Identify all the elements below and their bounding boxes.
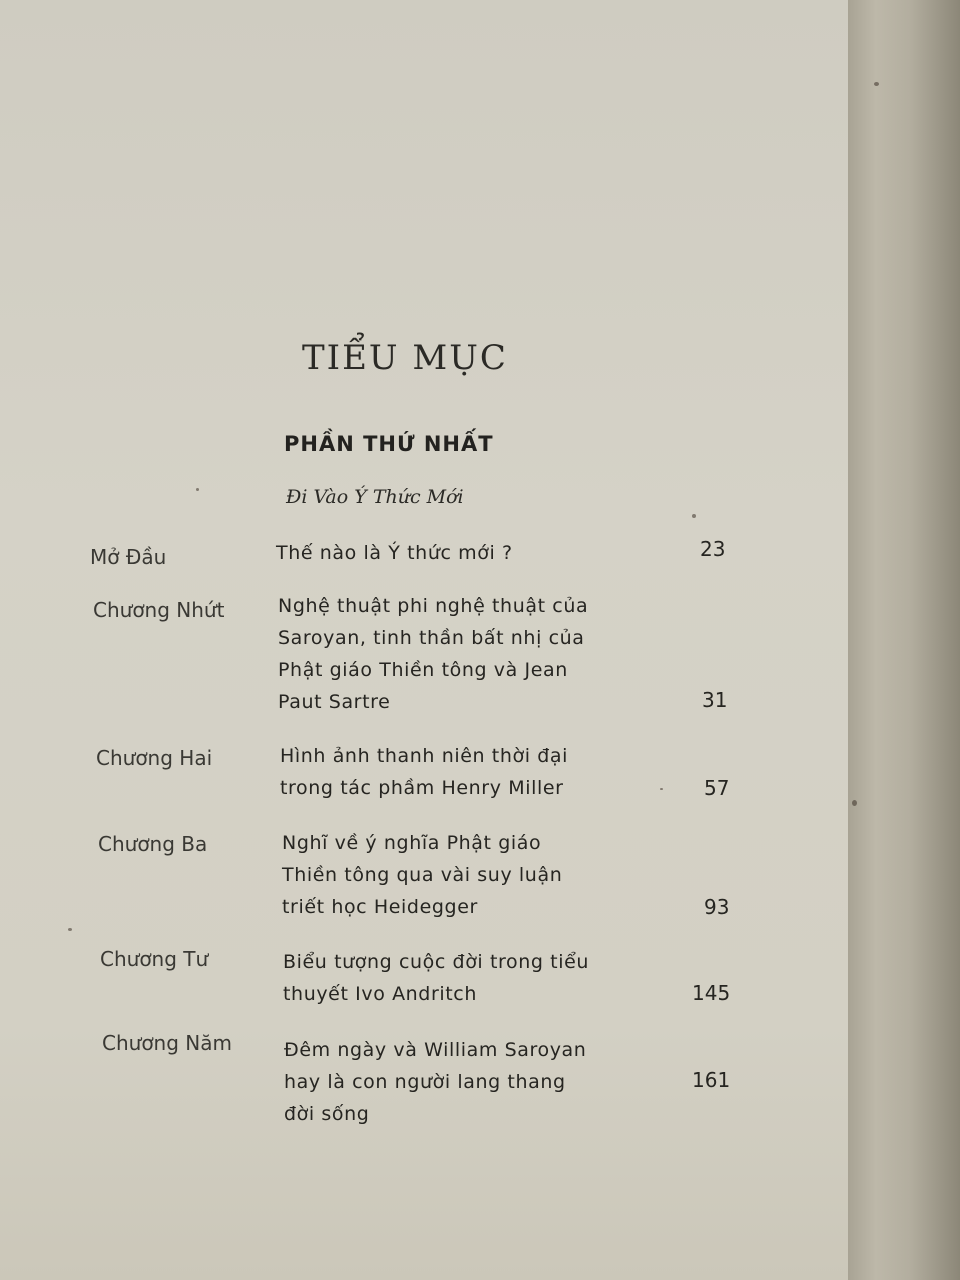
paper-speck — [660, 788, 663, 790]
paper-speck — [68, 928, 72, 931]
toc-entry-label: Chương Tư — [100, 947, 209, 971]
toc-entry-page: 23 — [700, 537, 726, 561]
part-subtitle: Đi Vào Ý Thức Mới — [286, 486, 464, 508]
toc-entry-title — [284, 1034, 664, 1130]
toc-entry-title-line: Biểu tượng cuộc đời trong tiểu — [283, 951, 590, 973]
toc-entry-title-line: Hình ảnh thanh niên thời đại — [280, 745, 569, 767]
paper-speck — [692, 514, 696, 518]
toc-entry-label: Chương Nhứt — [93, 598, 225, 622]
toc-entry-title-line: Thế nào là Ý thức mới ? — [276, 542, 513, 564]
toc-entry-title-line: thuyết Ivo Andritch — [283, 983, 477, 1005]
toc-entry-page: 161 — [692, 1068, 731, 1092]
paper-speck — [852, 800, 857, 806]
toc-entry-title-line: Đêm ngày và William Saroyan — [284, 1039, 587, 1061]
toc-entry-title — [278, 590, 658, 718]
toc-entry-title-line: Paut Sartre — [278, 691, 391, 713]
toc-entry-title-line: hay là con người lang thang — [284, 1071, 566, 1093]
toc-entry-page: 57 — [704, 776, 730, 800]
page-edge — [848, 0, 960, 1280]
toc-entry-title — [280, 740, 660, 804]
toc-entry-label: Chương Ba — [98, 832, 208, 856]
toc-entry-title-line: Nghệ thuật phi nghệ thuật của — [278, 595, 589, 617]
toc-entry-title-line: Thiền tông qua vài suy luận — [282, 864, 563, 886]
toc-entry-title-line: triết học Heidegger — [282, 896, 478, 918]
toc-entry-title-line: trong tác phầm Henry Miller — [280, 777, 564, 799]
toc-entry-title — [283, 946, 663, 1010]
toc-entry-page: 145 — [692, 981, 731, 1005]
toc-entry-title — [276, 537, 656, 569]
toc-entry-label: Chương Hai — [96, 746, 213, 770]
toc-entry-page: 31 — [702, 688, 728, 712]
page-title: TIỂU MỤC — [302, 338, 508, 378]
toc-entry-label: Chương Năm — [102, 1031, 232, 1055]
toc-entry-title — [282, 827, 662, 923]
toc-entry-label: Mở Đầu — [90, 545, 167, 569]
toc-entry-title-line: Saroyan, tinh thần bất nhị của — [278, 627, 585, 649]
toc-entry-page: 93 — [704, 895, 730, 919]
toc-entry-title-line: đời sống — [284, 1103, 370, 1125]
part-title: PHẦN THỨ NHẤT — [284, 432, 494, 456]
paper-speck — [874, 82, 879, 86]
toc-entry-title-line: Phật giáo Thiền tông và Jean — [278, 659, 568, 681]
paper-speck — [196, 488, 199, 491]
toc-entry-title-line: Nghĩ về ý nghĩa Phật giáo — [282, 832, 542, 854]
